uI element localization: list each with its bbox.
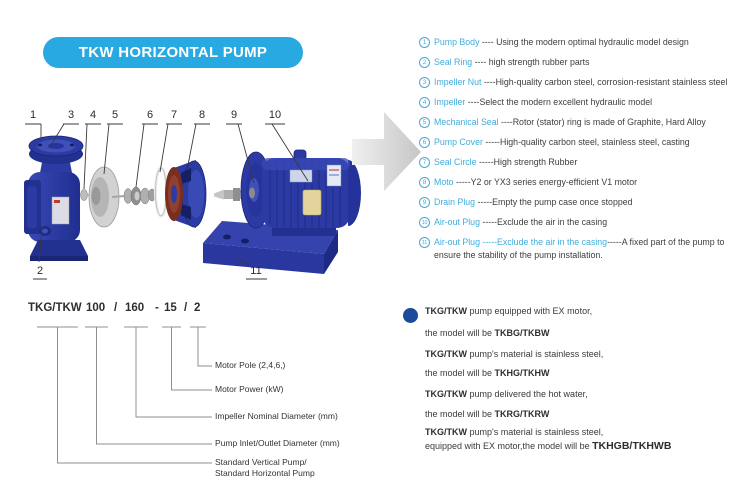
part-item-11 bbox=[419, 236, 755, 262]
seal-circle-illustration bbox=[156, 168, 167, 216]
part-name: Air-out Plug bbox=[434, 217, 480, 227]
part-name: Moto bbox=[434, 177, 454, 187]
part-desc: ----High-quality carbon steel, corrosion-resistant stainless steel bbox=[481, 77, 728, 87]
model-variant-notes bbox=[425, 305, 753, 452]
model-code-inlet-diameter: 100 bbox=[86, 302, 106, 314]
part-desc: ---- Using the modern optimal hydraulic model design bbox=[479, 37, 689, 47]
part-item-5 bbox=[419, 116, 755, 129]
note-line: the model will be TKHG/TKHW bbox=[425, 368, 550, 378]
model-code-power: 15 bbox=[164, 302, 177, 314]
model-code-pole: 2 bbox=[194, 302, 201, 314]
bullet-dot-icon bbox=[403, 308, 418, 323]
impeller-illustration bbox=[81, 167, 126, 227]
part-item-8 bbox=[419, 176, 755, 189]
callout-3: 3 bbox=[67, 109, 75, 121]
circled-number: 9 bbox=[419, 197, 430, 208]
callout-9: 9 bbox=[230, 109, 238, 121]
note-line: TKG/TKW pump equipped with EX motor, bbox=[425, 306, 593, 316]
note-line: TKG/TKW pump's material is stainless steel, bbox=[425, 349, 604, 359]
part-desc: -----A fixed part of the pump to ensure the stability of the pump installation. bbox=[434, 237, 725, 260]
part-item-2 bbox=[419, 56, 755, 69]
circled-number: 1 bbox=[419, 37, 430, 48]
note-line: TKG/TKW pump delivered the hot water, bbox=[425, 389, 588, 399]
callout-10: 10 bbox=[268, 109, 282, 121]
pump-cover-illustration bbox=[165, 160, 206, 228]
part-name: Drain Plug bbox=[434, 197, 476, 207]
circled-number: 7 bbox=[419, 157, 430, 168]
note-line: TKG/TKW pump's material is stainless steel, bbox=[425, 427, 604, 437]
part-name: Pump Body bbox=[434, 37, 480, 47]
part-name: Seal Ring bbox=[434, 57, 473, 67]
note-line: the model will be TKRG/TKRW bbox=[425, 409, 550, 419]
part-item-1 bbox=[419, 36, 755, 49]
callout-6: 6 bbox=[146, 109, 154, 121]
part-name: Mechanical Seal bbox=[434, 117, 499, 127]
part-desc: ----Rotor (stator) ring is made of Graphite, Hard Alloy bbox=[498, 117, 706, 127]
label-motor-pole: Motor Pole (2,4,6,) bbox=[215, 360, 286, 370]
model-code-tree-lines bbox=[37, 327, 212, 463]
circled-number: 2 bbox=[419, 57, 430, 68]
label-pump-type-line2: Standard Horizontal Pump bbox=[215, 468, 315, 478]
callout-11: 11 bbox=[250, 265, 262, 277]
note-line: the model will be TKBG/TKBW bbox=[425, 328, 550, 338]
callout-5: 5 bbox=[111, 109, 119, 121]
part-desc: -----High-quality carbon steel, stainless steel, casting bbox=[482, 137, 690, 147]
circled-number: 3 bbox=[419, 77, 430, 88]
parts-list bbox=[419, 36, 755, 269]
note-line: equipped with EX motor,the model will be TKHGB/TKHWB bbox=[425, 440, 672, 452]
circled-number: 11 bbox=[419, 237, 430, 248]
part-desc: -----Empty the pump case once stopped bbox=[475, 197, 633, 207]
label-motor-power: Motor Power (kW) bbox=[215, 384, 284, 394]
part-desc: ----Select the modern excellent hydraulic model bbox=[465, 97, 653, 107]
circled-number: 10 bbox=[419, 217, 430, 228]
label-pump-type-line1: Standard Vertical Pump/ bbox=[215, 457, 307, 467]
part-desc: -----Y2 or YX3 series energy-efficient V1 motor bbox=[453, 177, 638, 187]
model-code-dash: - bbox=[155, 302, 159, 314]
mechanical-seal-illustration bbox=[124, 187, 156, 205]
pump-body-illustration bbox=[24, 136, 88, 261]
part-name: Seal Circle bbox=[434, 157, 477, 167]
callout-2: 2 bbox=[36, 265, 44, 277]
part-name: Impeller bbox=[434, 97, 466, 107]
label-pump-type bbox=[215, 457, 315, 479]
part-desc: -----Exclude the air in the casing bbox=[479, 217, 608, 227]
callout-7: 7 bbox=[170, 109, 178, 121]
label-impeller-diameter: Impeller Nominal Diameter (mm) bbox=[215, 411, 338, 421]
callout-8: 8 bbox=[198, 109, 206, 121]
circled-number: 4 bbox=[419, 97, 430, 108]
circled-number: 8 bbox=[419, 177, 430, 188]
part-item-10 bbox=[419, 216, 755, 229]
model-code-impeller-diameter: 160 bbox=[125, 302, 145, 314]
circled-number: 5 bbox=[419, 117, 430, 128]
part-name: Impeller Nut bbox=[434, 77, 482, 87]
callout-1: 1 bbox=[29, 109, 37, 121]
circled-number: 6 bbox=[419, 137, 430, 148]
part-item-4 bbox=[419, 96, 755, 109]
part-item-7 bbox=[419, 156, 755, 169]
page-title: TKW HORIZONTAL PUMP bbox=[78, 44, 268, 61]
part-desc: -----High strength Rubber bbox=[476, 157, 578, 167]
part-item-6 bbox=[419, 136, 755, 149]
title-banner bbox=[43, 37, 303, 68]
part-desc: ---- high strength rubber parts bbox=[472, 57, 590, 67]
right-arrow-icon bbox=[352, 112, 421, 191]
part-item-9 bbox=[419, 196, 755, 209]
model-code-slash2: / bbox=[184, 302, 188, 314]
model-code-series: TKG/TKW bbox=[28, 302, 82, 314]
part-name: Pump Cover bbox=[434, 137, 483, 147]
model-code-slash: / bbox=[114, 302, 118, 314]
part-name: Air-out Plug -----Exclude the air in the casing bbox=[434, 237, 608, 247]
part-item-3 bbox=[419, 76, 755, 89]
callout-4: 4 bbox=[89, 109, 97, 121]
label-inlet-outlet: Pump Inlet/Outlet Diameter (mm) bbox=[215, 438, 340, 448]
